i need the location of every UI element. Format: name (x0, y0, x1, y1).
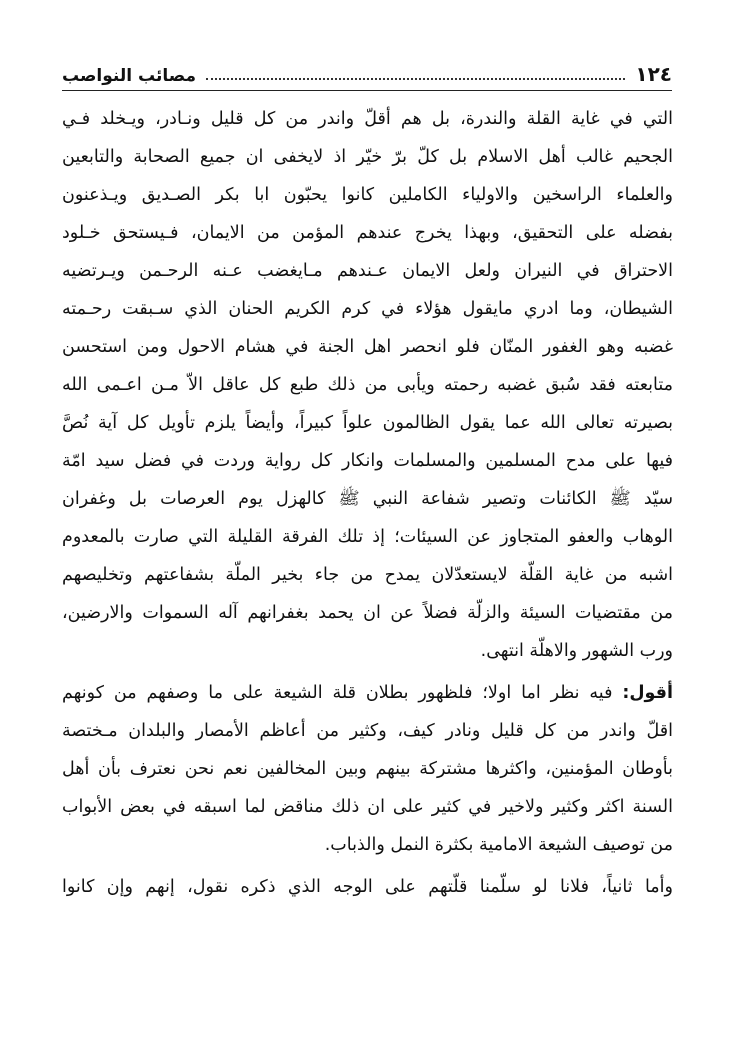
reply-line-first (62, 674, 673, 712)
text-line: غضبه وهو الغفور المنّان فلو انحصر اهل الجنة في هشام الاحول ومن استحسن (62, 337, 673, 357)
text-line: الوهاب والعفو المتجاوز عن السيئات؛ إذ تلك الفرقة القليلة التي صارت بالمعدوم (62, 527, 673, 547)
header-rule (62, 90, 672, 91)
text-line: سيّد ﷺ الكائنات وتصير شفاعة النبي ﷺ كالهزل يوم العرصات بل وغفران (62, 489, 673, 509)
text-line: اشبه من غاية القلّة لايستعدّلان يمدح من جاء بخير الملّة بشفاعتهم وتخليصهم (62, 565, 673, 585)
text-line: بفضله على التحقيق، وبهذا يخرج عندهم المؤمن من الايمان، فـيستحق خـلود (62, 223, 673, 243)
text-line: السنة اكثر وكثير ولاخير في كثير على ان ذلك مناقض لما اسبقه في بعض الأبواب (62, 797, 673, 817)
text-line: التي في غاية القلة والندرة، بل هم أقلّ واندر من كل قليل ونـادر، ويـخلد فـي (62, 109, 673, 129)
reply-text: فيه نظر اما اولا؛ فلظهور بطلان قلة الشيعة على ما وصفهم من كونهم (62, 683, 613, 703)
header-dotted-leader (206, 78, 625, 80)
text-line: وأما ثانياً، فلانا لو سلّمنا قلّتهم على الوجه الذي ذكره نقول، إنهم وإن كانوا (62, 877, 673, 897)
text-line: فيها على مدح المسلمين والمسلمات وانكار كل رواية وردت في فضل سيد امّة (62, 451, 673, 471)
text-line: من مقتضيات السيئة والزلّة فضلاً عن ان يحمد بغفرانهم آله السموات والارضين، (62, 603, 673, 623)
body-text (62, 100, 673, 906)
running-title: مصائب النواصب (62, 66, 197, 86)
text-line: اقلّ واندر من كل قليل ونادر كيف، وكثير من أعاظم الأمصار والبلدان مـختصة (62, 721, 673, 741)
text-line: متابعته فقد سُبق غضبه رحمته ويأبى من ذلك طبع كل عاقل الاّ مـن اعـمى الله (62, 375, 673, 395)
text-line: بصيرته تعالى الله عما يقول الظالمون علواً كبيراً، وأيضاً يلزم تأويل كل آية نُصَّ (62, 413, 673, 433)
text-line: الجحيم غالب أهل الاسلام بل كلّ برّ خيّر اذ لايخفى ان جميع الصحابة والتابعين (62, 147, 673, 167)
text-line: الشيطان، وما ادري مايقول هؤلاء في كرم الكريم الحنان الذي سـبقت رحـمته (62, 299, 673, 319)
text-line: والعلماء الراسخين والاولياء الكاملين كانوا يحبّون ابا بكر الصـديق ويـذعنون (62, 185, 673, 205)
text-line: ورب الشهور والاهلّة انتهى. (480, 641, 673, 661)
text-line: الاحتراق في النيران ولعل الايمان عـندهم مـايغضب عـنه الرحـمن ويـرتضيه (62, 261, 673, 281)
page-header (62, 60, 672, 86)
text-line: بأوطان المؤمنين، واكثرها مشتركة بينهم وبين المخالفين نعم نحن نعترف بأن أهل (62, 759, 673, 779)
page-number: ١٢٤ (635, 62, 672, 86)
text-line: من توصيف الشيعة الامامية بكثرة النمل والذباب. (324, 835, 673, 855)
reply-label: أقول: (622, 683, 673, 703)
